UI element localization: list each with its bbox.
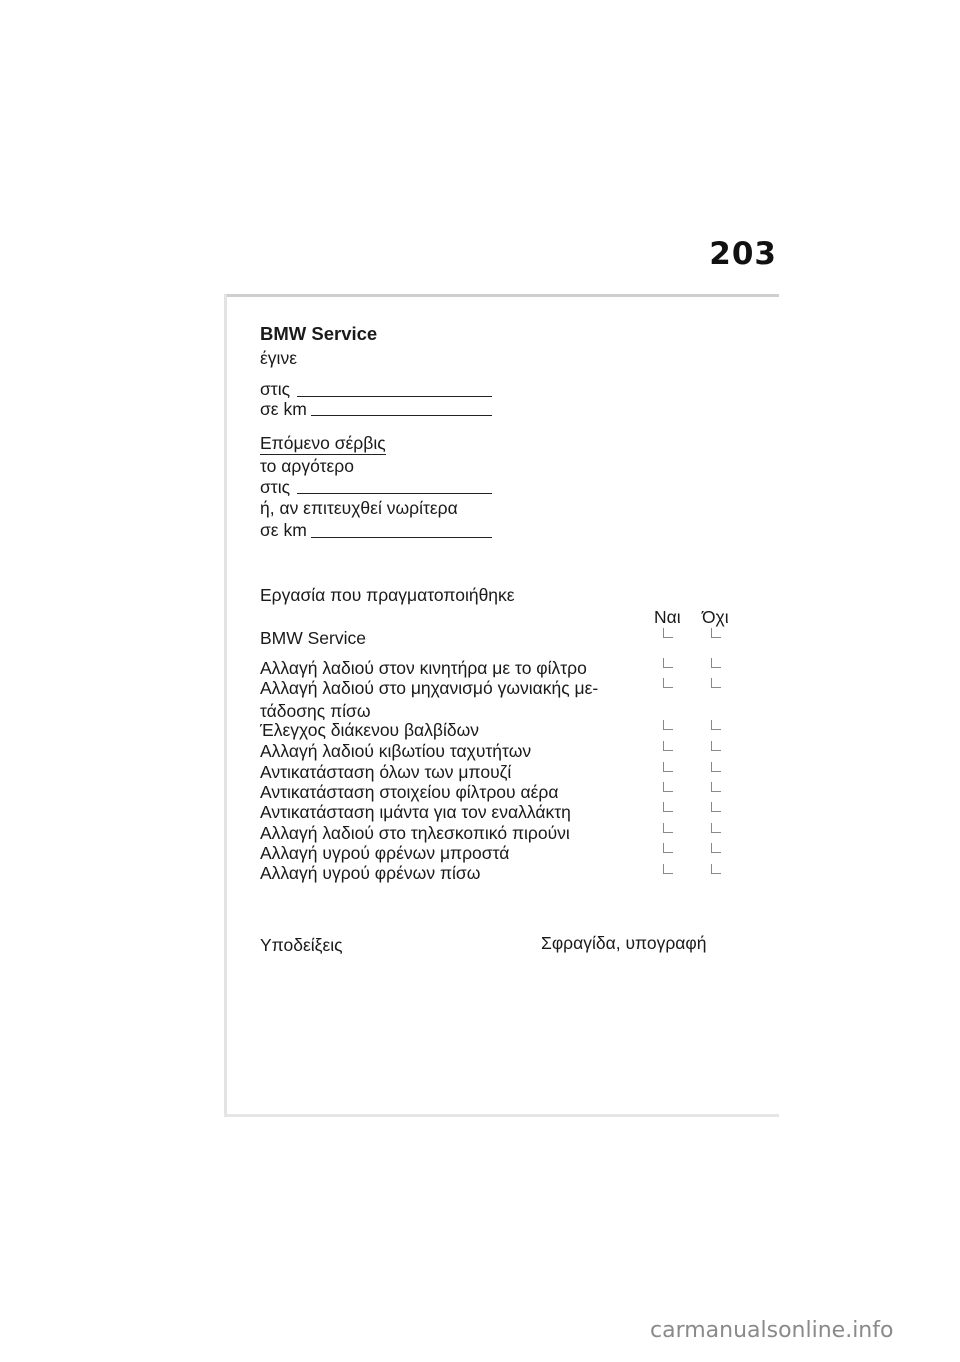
work-heading: Εργασία που πραγματοποιήθηκε <box>260 585 515 605</box>
watermark: carmanualsonline.info <box>650 1318 894 1343</box>
yes-checkbox[interactable] <box>663 843 673 853</box>
no-checkbox[interactable] <box>711 658 721 668</box>
no-checkbox[interactable] <box>711 802 721 812</box>
work-item: Αντικατάσταση όλων των μπουζί <box>260 762 512 782</box>
no-checkbox[interactable] <box>711 762 721 772</box>
service-title: BMW Service <box>260 323 378 344</box>
work-item: Αντικατάσταση ιμάντα για τον εναλλάκτη <box>260 802 571 822</box>
yes-checkbox[interactable] <box>663 678 673 688</box>
work-item: Έλεγχος διάκενου βαλβίδων <box>260 720 480 740</box>
yes-checkbox[interactable] <box>663 782 673 792</box>
yes-checkbox[interactable] <box>663 762 673 772</box>
no-checkbox[interactable] <box>711 843 721 853</box>
notes-label: Υποδείξεις <box>260 935 343 955</box>
next-date-line[interactable] <box>297 493 492 494</box>
yes-checkbox[interactable] <box>663 741 673 751</box>
next-km-label: σε km <box>260 520 307 540</box>
yes-checkbox[interactable] <box>663 823 673 833</box>
frame-left-rule <box>224 294 227 1117</box>
next-latest-label: το αργότερο <box>260 456 354 476</box>
page-number: 203 <box>709 236 777 272</box>
yes-checkbox[interactable] <box>663 864 673 874</box>
service-date-line[interactable] <box>297 396 492 397</box>
next-title: Επόμενο σέρβις <box>260 433 386 453</box>
service-done-label: έγινε <box>260 348 297 368</box>
frame-bottom-rule <box>224 1114 779 1117</box>
frame-top-rule <box>224 294 779 297</box>
service-date-label: στις <box>260 379 291 399</box>
next-date-label: στις <box>260 477 291 497</box>
work-item: Αλλαγή λαδιού στο μηχανισμό γωνιακής με- <box>260 678 599 698</box>
next-km-line[interactable] <box>311 537 492 538</box>
yes-checkbox[interactable] <box>663 658 673 668</box>
no-checkbox[interactable] <box>711 823 721 833</box>
yes-checkbox[interactable] <box>663 628 673 638</box>
no-checkbox[interactable] <box>711 720 721 730</box>
work-item: Αντικατάσταση στοιχείου φίλτρου αέρα <box>260 782 559 802</box>
work-item: Αλλαγή λαδιού κιβωτίου ταχυτήτων <box>260 741 532 761</box>
no-checkbox[interactable] <box>711 864 721 874</box>
no-checkbox[interactable] <box>711 628 721 638</box>
service-km-label: σε km <box>260 399 307 419</box>
no-checkbox[interactable] <box>711 678 721 688</box>
yes-checkbox[interactable] <box>663 802 673 812</box>
work-item: Αλλαγή λαδιού στο τηλεσκοπικό πιρούνι <box>260 823 570 843</box>
yes-checkbox[interactable] <box>663 720 673 730</box>
no-checkbox[interactable] <box>711 741 721 751</box>
work-item: Αλλαγή λαδιού στον κινητήρα με το φίλτρο <box>260 658 587 678</box>
next-or-label: ή, αν επιτευχθεί νωρίτερα <box>260 498 458 518</box>
work-item: Αλλαγή υγρού φρένων μπροστά <box>260 843 510 863</box>
stamp-signature-label: Σφραγίδα, υπογραφή <box>541 933 707 953</box>
work-item: BMW Service <box>260 628 366 648</box>
no-checkbox[interactable] <box>711 782 721 792</box>
work-item: Αλλαγή υγρού φρένων πίσω <box>260 863 481 883</box>
work-item-continuation: τάδοσης πίσω <box>260 701 371 721</box>
no-column-header: Όχι <box>702 607 729 627</box>
service-km-line[interactable] <box>311 415 492 416</box>
yes-column-header: Ναι <box>654 607 681 627</box>
